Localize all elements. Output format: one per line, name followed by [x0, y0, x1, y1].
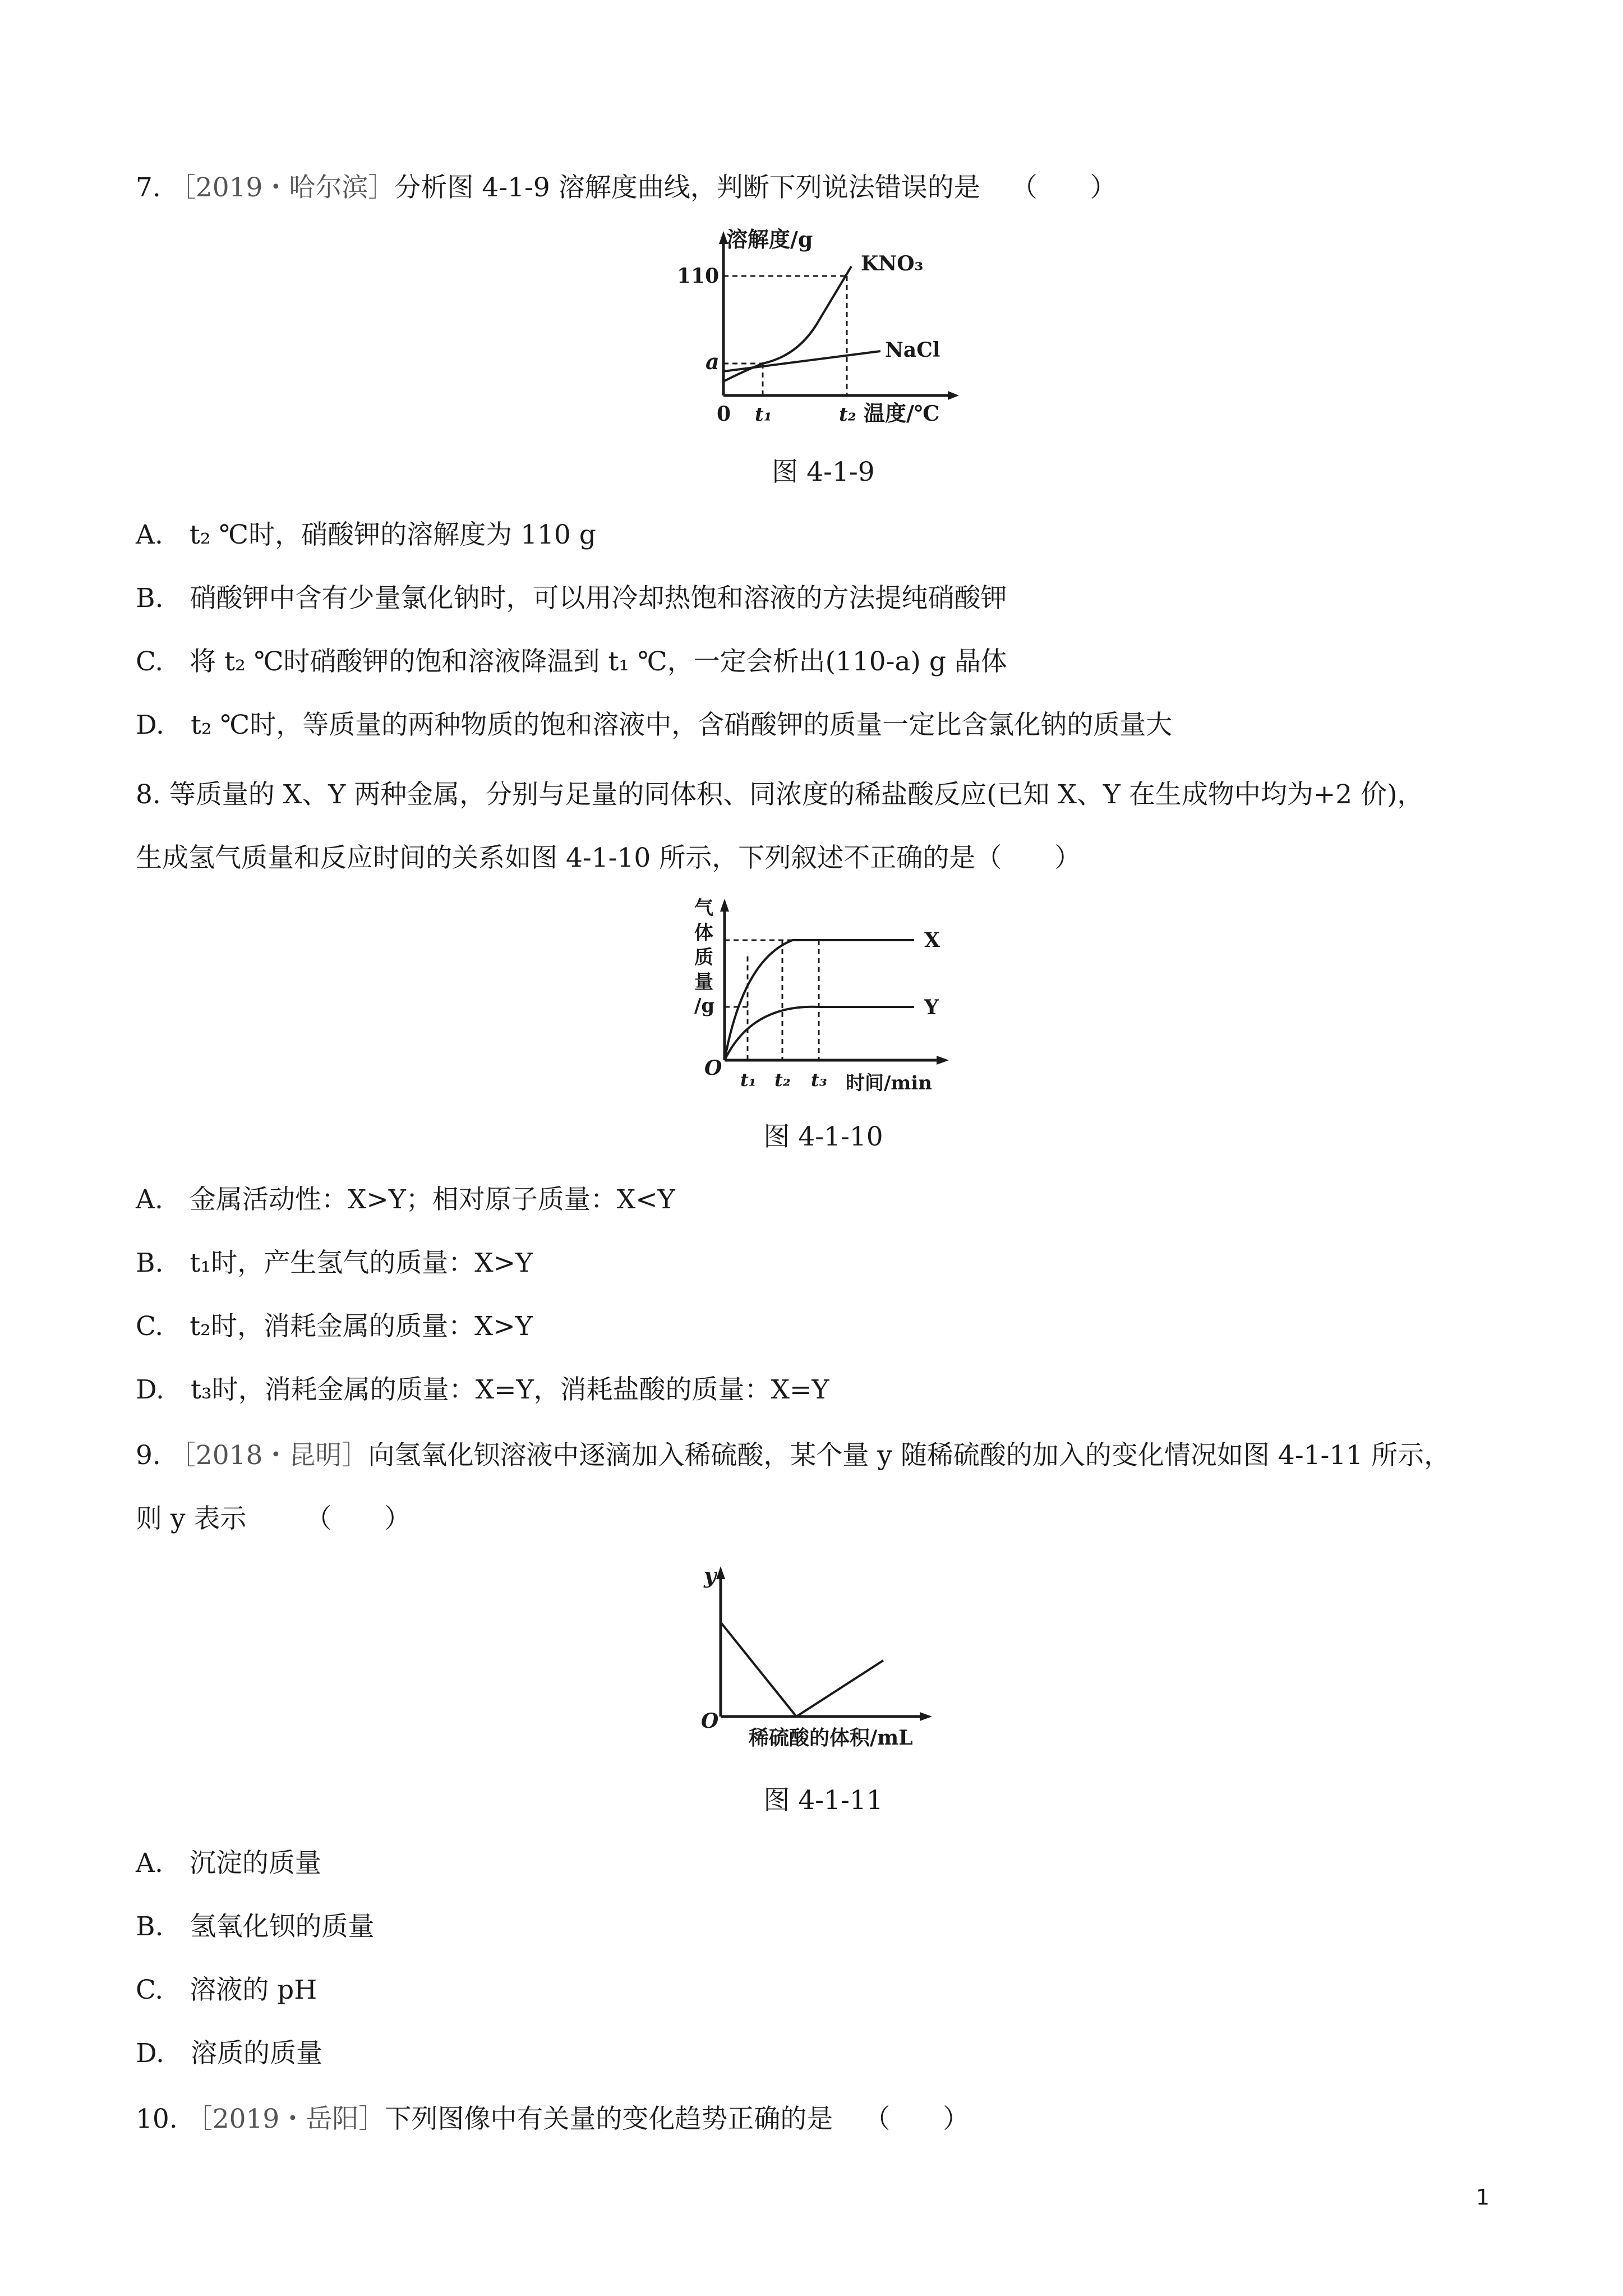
x-tick-t1: t₁: [740, 1069, 757, 1091]
y-axis-arrow: [720, 899, 729, 912]
origin-label: O: [704, 1056, 722, 1080]
x-tick-t3: t₃: [811, 1069, 827, 1091]
origin-label: O: [701, 1709, 719, 1733]
q8-option-d: D. t₃时，消耗金属的质量：X=Y，消耗盐酸的质量：X=Y: [136, 1374, 829, 1405]
y-label-char-3: 质: [694, 946, 713, 969]
q9-option-d: D. 溶质的质量: [136, 2038, 322, 2069]
q7-source: ［2019・哈尔滨］: [169, 172, 395, 203]
figure-4-1-9-caption: 图 4-1-9: [772, 457, 875, 487]
q7-text: 分析图 4-1-9 溶解度曲线，判断下列说法错误的是: [394, 172, 980, 203]
origin-label: 0: [717, 402, 731, 426]
series-x-label: X: [924, 928, 940, 952]
q10-answer-blank: （ ）: [864, 2104, 970, 2134]
y-curve: [721, 1622, 883, 1717]
q7-stem: [136, 171, 1117, 205]
y-axis-label: y: [704, 1563, 717, 1588]
figure-4-1-11: [690, 1559, 953, 1761]
figure-4-1-11-caption: 图 4-1-11: [763, 1785, 883, 1816]
nacl-curve: [723, 351, 880, 371]
series-nacl-label: NaCl: [885, 338, 940, 362]
y-tick-a: a: [706, 349, 720, 374]
q9-text-2: 则 y 表示: [136, 1503, 247, 1534]
q7-option-a: A. t₂ ℃时，硝酸钾的溶解度为 110 g: [136, 519, 596, 550]
q7-answer-blank: （ ）: [1011, 172, 1117, 203]
q7-option-b: B. 硝酸钾中含有少量氯化钠时，可以用冷却热饱和溶液的方法提纯硝酸钾: [136, 583, 1007, 614]
q10-source: ［2019・岳阳］: [186, 2104, 385, 2134]
q9-option-a: A. 沉淀的质量: [136, 1848, 321, 1879]
q8-option-a: A. 金属活动性：X>Y；相对原子质量：X<Y: [136, 1184, 675, 1215]
series-y-label: Y: [924, 996, 939, 1019]
figure-4-1-9: [645, 224, 959, 438]
q10-stem: [136, 2102, 969, 2136]
q7-option-d: D. t₂ ℃时，等质量的两种物质的饱和溶液中，含硝酸钾的质量一定比含氯化钠的质量大: [136, 710, 1173, 740]
x-axis-arrow: [937, 1056, 949, 1065]
q10-number: 10.: [136, 2104, 178, 2134]
q8-stem-line2: [136, 841, 1081, 875]
x-axis-label: 温度/℃: [864, 401, 940, 426]
y-axis-label: 溶解度/g: [726, 227, 813, 252]
figure-4-1-10-caption: 图 4-1-10: [763, 1121, 883, 1152]
q10-text: 下列图像中有关量的变化趋势正确的是: [385, 2104, 833, 2134]
q9-stem-line1: [136, 1439, 1450, 1473]
y-label-char-4: 量: [694, 971, 713, 993]
q7-number: 7.: [136, 172, 161, 203]
q8-text-2: 生成氢气质量和反应时间的关系如图 4-1-10 所示，下列叙述不正确的是: [136, 843, 976, 873]
x-axis-arrow: [948, 391, 959, 400]
q8-option-c: C. t₂时，消耗金属的质量：X>Y: [136, 1311, 533, 1342]
x-tick-t1: t₁: [755, 403, 772, 426]
q7-option-c: C. 将 t₂ ℃时硝酸钾的饱和溶液降温到 t₁ ℃，一定会析出(110-a) g 晶体: [136, 646, 1007, 677]
q8-number: 8.: [136, 779, 161, 810]
q9-option-b: B. 氢氧化钡的质量: [136, 1911, 375, 1942]
y-label-char-5: /g: [694, 995, 715, 1017]
q9-option-c: C. 溶液的 pH: [136, 1975, 317, 2005]
y-axis-arrow: [716, 1566, 725, 1579]
x-axis-arrow: [920, 1712, 932, 1721]
q9-answer-blank: （ ）: [305, 1503, 411, 1534]
y-label-char-2: 体: [694, 922, 713, 944]
y-tick-110: 110: [677, 264, 720, 288]
x-axis-label: 时间/min: [846, 1072, 933, 1094]
x-axis-label: 稀硫酸的体积/mL: [749, 1726, 913, 1750]
series-kno3-label: KNO₃: [861, 252, 924, 275]
page-number: 1: [1476, 2185, 1490, 2210]
q8-text-1: 等质量的 X、Y 两种金属，分别与足量的同体积、同浓度的稀盐酸反应(已知 X、Y 在生成物中均为+2 价)，: [169, 779, 1424, 810]
q9-number: 9.: [136, 1440, 161, 1471]
x-tick-t2: t₂: [839, 403, 856, 426]
y-label-char-1: 气: [694, 897, 713, 919]
q8-option-b: B. t₁时，产生氢气的质量：X>Y: [136, 1248, 533, 1278]
q8-answer-blank: （ ）: [975, 843, 1081, 873]
q8-stem-line1: [136, 778, 1423, 812]
x-tick-t2: t₂: [774, 1069, 791, 1091]
figure-4-1-10: [690, 892, 953, 1105]
q9-stem-line2: [136, 1502, 411, 1536]
q9-text-1: 向氢氧化钡溶液中逐滴加入稀硫酸，某个量 y 随稀硫酸的加入的变化情况如图 4-1-11 所示，: [368, 1440, 1451, 1471]
q9-source: ［2018・昆明］: [169, 1440, 368, 1471]
